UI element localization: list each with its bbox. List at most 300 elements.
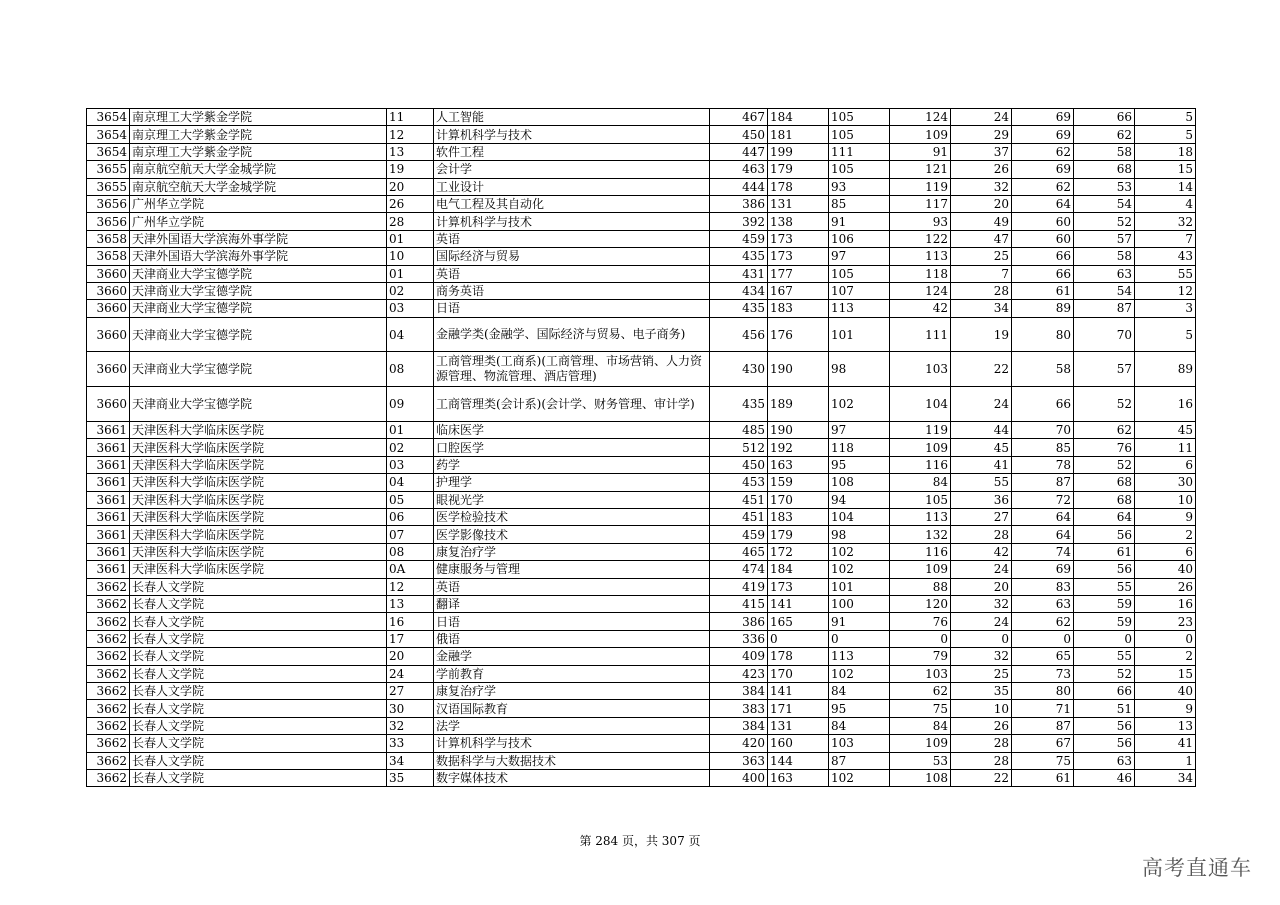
col-score-3-cell: 106 bbox=[829, 230, 890, 247]
col-score-7-cell: 58 bbox=[1074, 248, 1135, 265]
table-row bbox=[87, 213, 1196, 230]
col-score-6-cell: 72 bbox=[1012, 491, 1074, 508]
col-score-2-cell: 141 bbox=[768, 595, 829, 612]
major-name-cell: 软件工程 bbox=[434, 143, 710, 160]
major-code-cell: 19 bbox=[387, 161, 434, 178]
school-code-cell: 3661 bbox=[87, 422, 130, 439]
col-score-6-cell: 65 bbox=[1012, 648, 1074, 665]
school-name-cell: 长春人文学院 bbox=[130, 578, 387, 595]
major-code-cell: 12 bbox=[387, 126, 434, 143]
school-name-cell: 南京理工大学紫金学院 bbox=[130, 143, 387, 160]
col-score-1-cell: 423 bbox=[710, 665, 768, 682]
school-code-cell: 3658 bbox=[87, 248, 130, 265]
col-score-8-cell: 1 bbox=[1135, 752, 1196, 769]
school-name-cell: 天津医科大学临床医学院 bbox=[130, 561, 387, 578]
col-score-6-cell: 60 bbox=[1012, 213, 1074, 230]
col-score-3-cell: 91 bbox=[829, 213, 890, 230]
col-score-1-cell: 383 bbox=[710, 700, 768, 717]
major-name-cell: 计算机科学与技术 bbox=[434, 213, 710, 230]
col-score-7-cell: 0 bbox=[1074, 630, 1135, 647]
col-score-1-cell: 456 bbox=[710, 317, 768, 352]
col-score-1-cell: 451 bbox=[710, 509, 768, 526]
col-score-1-cell: 419 bbox=[710, 578, 768, 595]
col-score-6-cell: 60 bbox=[1012, 230, 1074, 247]
school-code-cell: 3661 bbox=[87, 526, 130, 543]
col-score-7-cell: 57 bbox=[1074, 352, 1135, 387]
col-score-2-cell: 160 bbox=[768, 735, 829, 752]
col-score-6-cell: 87 bbox=[1012, 474, 1074, 491]
col-score-7-cell: 52 bbox=[1074, 665, 1135, 682]
col-score-2-cell: 131 bbox=[768, 195, 829, 212]
col-score-2-cell: 189 bbox=[768, 387, 829, 422]
col-score-8-cell: 13 bbox=[1135, 717, 1196, 734]
col-score-6-cell: 78 bbox=[1012, 456, 1074, 473]
col-score-2-cell: 171 bbox=[768, 700, 829, 717]
major-code-cell: 0A bbox=[387, 561, 434, 578]
col-score-3-cell: 105 bbox=[829, 265, 890, 282]
col-score-4-cell: 88 bbox=[890, 578, 951, 595]
col-score-4-cell: 103 bbox=[890, 352, 951, 387]
major-code-cell: 04 bbox=[387, 317, 434, 352]
col-score-5-cell: 24 bbox=[951, 109, 1012, 126]
school-name-cell: 天津商业大学宝德学院 bbox=[130, 317, 387, 352]
major-name-cell: 工商管理类(工商系)(工商管理、市场营销、人力资源管理、物流管理、酒店管理) bbox=[434, 352, 710, 387]
col-score-8-cell: 9 bbox=[1135, 700, 1196, 717]
table-row bbox=[87, 665, 1196, 682]
major-name-cell: 数据科学与大数据技术 bbox=[434, 752, 710, 769]
col-score-5-cell: 42 bbox=[951, 543, 1012, 560]
col-score-1-cell: 430 bbox=[710, 352, 768, 387]
col-score-7-cell: 63 bbox=[1074, 752, 1135, 769]
col-score-8-cell: 5 bbox=[1135, 109, 1196, 126]
major-name-cell: 商务英语 bbox=[434, 282, 710, 299]
col-score-7-cell: 57 bbox=[1074, 230, 1135, 247]
col-score-8-cell: 5 bbox=[1135, 317, 1196, 352]
school-name-cell: 天津医科大学临床医学院 bbox=[130, 543, 387, 560]
col-score-3-cell: 102 bbox=[829, 665, 890, 682]
col-score-1-cell: 451 bbox=[710, 491, 768, 508]
major-code-cell: 01 bbox=[387, 230, 434, 247]
major-name-cell: 康复治疗学 bbox=[434, 682, 710, 699]
col-score-3-cell: 104 bbox=[829, 509, 890, 526]
col-score-7-cell: 87 bbox=[1074, 300, 1135, 317]
col-score-7-cell: 62 bbox=[1074, 126, 1135, 143]
school-code-cell: 3662 bbox=[87, 735, 130, 752]
col-score-3-cell: 0 bbox=[829, 630, 890, 647]
col-score-6-cell: 63 bbox=[1012, 595, 1074, 612]
school-name-cell: 天津商业大学宝德学院 bbox=[130, 300, 387, 317]
col-score-5-cell: 0 bbox=[951, 630, 1012, 647]
col-score-6-cell: 64 bbox=[1012, 195, 1074, 212]
table-row bbox=[87, 543, 1196, 560]
col-score-4-cell: 53 bbox=[890, 752, 951, 769]
major-name-cell: 康复治疗学 bbox=[434, 543, 710, 560]
col-score-2-cell: 190 bbox=[768, 422, 829, 439]
col-score-8-cell: 15 bbox=[1135, 665, 1196, 682]
col-score-8-cell: 41 bbox=[1135, 735, 1196, 752]
col-score-1-cell: 435 bbox=[710, 300, 768, 317]
major-code-cell: 12 bbox=[387, 578, 434, 595]
col-score-4-cell: 79 bbox=[890, 648, 951, 665]
col-score-3-cell: 91 bbox=[829, 613, 890, 630]
col-score-1-cell: 435 bbox=[710, 248, 768, 265]
col-score-5-cell: 26 bbox=[951, 717, 1012, 734]
col-score-8-cell: 3 bbox=[1135, 300, 1196, 317]
school-name-cell: 天津医科大学临床医学院 bbox=[130, 439, 387, 456]
col-score-3-cell: 101 bbox=[829, 317, 890, 352]
col-score-5-cell: 22 bbox=[951, 352, 1012, 387]
col-score-5-cell: 32 bbox=[951, 595, 1012, 612]
col-score-1-cell: 386 bbox=[710, 613, 768, 630]
col-score-6-cell: 61 bbox=[1012, 282, 1074, 299]
school-code-cell: 3660 bbox=[87, 352, 130, 387]
page-number: 第 284 页，共 307 页 bbox=[579, 834, 701, 848]
col-score-1-cell: 485 bbox=[710, 422, 768, 439]
col-score-8-cell: 14 bbox=[1135, 178, 1196, 195]
major-code-cell: 06 bbox=[387, 509, 434, 526]
major-name-cell: 翻译 bbox=[434, 595, 710, 612]
col-score-5-cell: 29 bbox=[951, 126, 1012, 143]
major-name-cell: 人工智能 bbox=[434, 109, 710, 126]
col-score-7-cell: 55 bbox=[1074, 648, 1135, 665]
col-score-6-cell: 85 bbox=[1012, 439, 1074, 456]
col-score-3-cell: 100 bbox=[829, 595, 890, 612]
school-name-cell: 天津外国语大学滨海外事学院 bbox=[130, 248, 387, 265]
col-score-2-cell: 131 bbox=[768, 717, 829, 734]
school-name-cell: 长春人文学院 bbox=[130, 595, 387, 612]
major-name-cell: 健康服务与管理 bbox=[434, 561, 710, 578]
major-name-cell: 金融学 bbox=[434, 648, 710, 665]
table-row bbox=[87, 248, 1196, 265]
col-score-5-cell: 26 bbox=[951, 161, 1012, 178]
major-code-cell: 33 bbox=[387, 735, 434, 752]
col-score-6-cell: 66 bbox=[1012, 387, 1074, 422]
school-name-cell: 天津医科大学临床医学院 bbox=[130, 526, 387, 543]
col-score-4-cell: 109 bbox=[890, 439, 951, 456]
col-score-6-cell: 80 bbox=[1012, 682, 1074, 699]
col-score-6-cell: 0 bbox=[1012, 630, 1074, 647]
school-code-cell: 3656 bbox=[87, 213, 130, 230]
col-score-6-cell: 67 bbox=[1012, 735, 1074, 752]
table-row bbox=[87, 143, 1196, 160]
table-row bbox=[87, 230, 1196, 247]
major-code-cell: 01 bbox=[387, 265, 434, 282]
col-score-8-cell: 40 bbox=[1135, 561, 1196, 578]
table-row bbox=[87, 595, 1196, 612]
col-score-5-cell: 47 bbox=[951, 230, 1012, 247]
col-score-1-cell: 363 bbox=[710, 752, 768, 769]
major-name-cell: 工业设计 bbox=[434, 178, 710, 195]
major-code-cell: 26 bbox=[387, 195, 434, 212]
col-score-2-cell: 159 bbox=[768, 474, 829, 491]
col-score-8-cell: 26 bbox=[1135, 578, 1196, 595]
col-score-3-cell: 102 bbox=[829, 543, 890, 560]
col-score-6-cell: 62 bbox=[1012, 178, 1074, 195]
col-score-3-cell: 105 bbox=[829, 109, 890, 126]
col-score-6-cell: 69 bbox=[1012, 561, 1074, 578]
col-score-3-cell: 118 bbox=[829, 439, 890, 456]
col-score-2-cell: 173 bbox=[768, 578, 829, 595]
col-score-7-cell: 68 bbox=[1074, 474, 1135, 491]
major-code-cell: 09 bbox=[387, 387, 434, 422]
col-score-5-cell: 24 bbox=[951, 387, 1012, 422]
col-score-2-cell: 183 bbox=[768, 509, 829, 526]
school-name-cell: 天津医科大学临床医学院 bbox=[130, 456, 387, 473]
major-code-cell: 08 bbox=[387, 352, 434, 387]
col-score-7-cell: 52 bbox=[1074, 456, 1135, 473]
col-score-2-cell: 163 bbox=[768, 769, 829, 786]
major-code-cell: 32 bbox=[387, 717, 434, 734]
col-score-4-cell: 111 bbox=[890, 317, 951, 352]
col-score-6-cell: 64 bbox=[1012, 526, 1074, 543]
col-score-3-cell: 94 bbox=[829, 491, 890, 508]
col-score-7-cell: 46 bbox=[1074, 769, 1135, 786]
table-row bbox=[87, 352, 1196, 387]
col-score-5-cell: 20 bbox=[951, 195, 1012, 212]
col-score-2-cell: 181 bbox=[768, 126, 829, 143]
col-score-7-cell: 53 bbox=[1074, 178, 1135, 195]
col-score-8-cell: 2 bbox=[1135, 648, 1196, 665]
col-score-3-cell: 105 bbox=[829, 161, 890, 178]
col-score-5-cell: 34 bbox=[951, 300, 1012, 317]
col-score-8-cell: 9 bbox=[1135, 509, 1196, 526]
col-score-1-cell: 459 bbox=[710, 526, 768, 543]
col-score-4-cell: 117 bbox=[890, 195, 951, 212]
col-score-8-cell: 34 bbox=[1135, 769, 1196, 786]
col-score-8-cell: 45 bbox=[1135, 422, 1196, 439]
school-name-cell: 天津医科大学临床医学院 bbox=[130, 422, 387, 439]
col-score-1-cell: 465 bbox=[710, 543, 768, 560]
col-score-3-cell: 101 bbox=[829, 578, 890, 595]
col-score-7-cell: 56 bbox=[1074, 561, 1135, 578]
col-score-1-cell: 450 bbox=[710, 456, 768, 473]
col-score-7-cell: 66 bbox=[1074, 682, 1135, 699]
col-score-4-cell: 103 bbox=[890, 665, 951, 682]
col-score-1-cell: 434 bbox=[710, 282, 768, 299]
major-name-cell: 计算机科学与技术 bbox=[434, 126, 710, 143]
col-score-5-cell: 55 bbox=[951, 474, 1012, 491]
col-score-7-cell: 61 bbox=[1074, 543, 1135, 560]
col-score-6-cell: 61 bbox=[1012, 769, 1074, 786]
col-score-4-cell: 116 bbox=[890, 456, 951, 473]
major-code-cell: 11 bbox=[387, 109, 434, 126]
major-name-cell: 会计学 bbox=[434, 161, 710, 178]
school-code-cell: 3660 bbox=[87, 265, 130, 282]
col-score-8-cell: 12 bbox=[1135, 282, 1196, 299]
col-score-3-cell: 102 bbox=[829, 769, 890, 786]
table-row bbox=[87, 613, 1196, 630]
table-row bbox=[87, 578, 1196, 595]
table-row bbox=[87, 161, 1196, 178]
col-score-8-cell: 4 bbox=[1135, 195, 1196, 212]
col-score-8-cell: 2 bbox=[1135, 526, 1196, 543]
col-score-2-cell: 179 bbox=[768, 526, 829, 543]
school-code-cell: 3662 bbox=[87, 578, 130, 595]
table-row bbox=[87, 717, 1196, 734]
col-score-7-cell: 68 bbox=[1074, 491, 1135, 508]
school-code-cell: 3662 bbox=[87, 613, 130, 630]
table-row bbox=[87, 282, 1196, 299]
major-name-cell: 学前教育 bbox=[434, 665, 710, 682]
major-name-cell: 眼视光学 bbox=[434, 491, 710, 508]
col-score-3-cell: 84 bbox=[829, 682, 890, 699]
col-score-5-cell: 28 bbox=[951, 735, 1012, 752]
col-score-8-cell: 6 bbox=[1135, 543, 1196, 560]
col-score-5-cell: 36 bbox=[951, 491, 1012, 508]
table-row bbox=[87, 735, 1196, 752]
col-score-7-cell: 63 bbox=[1074, 265, 1135, 282]
school-code-cell: 3655 bbox=[87, 161, 130, 178]
major-code-cell: 10 bbox=[387, 248, 434, 265]
table-row bbox=[87, 109, 1196, 126]
major-code-cell: 28 bbox=[387, 213, 434, 230]
major-code-cell: 35 bbox=[387, 769, 434, 786]
col-score-6-cell: 83 bbox=[1012, 578, 1074, 595]
major-code-cell: 08 bbox=[387, 543, 434, 560]
major-code-cell: 05 bbox=[387, 491, 434, 508]
major-name-cell: 药学 bbox=[434, 456, 710, 473]
table-row bbox=[87, 769, 1196, 786]
major-name-cell: 临床医学 bbox=[434, 422, 710, 439]
table-row bbox=[87, 317, 1196, 352]
col-score-3-cell: 97 bbox=[829, 422, 890, 439]
col-score-8-cell: 5 bbox=[1135, 126, 1196, 143]
col-score-3-cell: 113 bbox=[829, 648, 890, 665]
score-table-body bbox=[87, 109, 1196, 787]
col-score-8-cell: 40 bbox=[1135, 682, 1196, 699]
col-score-3-cell: 84 bbox=[829, 717, 890, 734]
major-code-cell: 27 bbox=[387, 682, 434, 699]
score-table bbox=[86, 108, 1196, 787]
col-score-4-cell: 122 bbox=[890, 230, 951, 247]
col-score-2-cell: 178 bbox=[768, 178, 829, 195]
school-name-cell: 长春人文学院 bbox=[130, 613, 387, 630]
col-score-3-cell: 95 bbox=[829, 456, 890, 473]
col-score-5-cell: 41 bbox=[951, 456, 1012, 473]
school-name-cell: 长春人文学院 bbox=[130, 735, 387, 752]
col-score-5-cell: 45 bbox=[951, 439, 1012, 456]
col-score-5-cell: 24 bbox=[951, 561, 1012, 578]
col-score-6-cell: 69 bbox=[1012, 161, 1074, 178]
school-code-cell: 3654 bbox=[87, 109, 130, 126]
major-name-cell: 英语 bbox=[434, 230, 710, 247]
col-score-5-cell: 19 bbox=[951, 317, 1012, 352]
major-name-cell: 金融学类(金融学、国际经济与贸易、电子商务) bbox=[434, 317, 710, 352]
major-name-cell: 俄语 bbox=[434, 630, 710, 647]
school-code-cell: 3654 bbox=[87, 143, 130, 160]
school-name-cell: 长春人文学院 bbox=[130, 717, 387, 734]
col-score-1-cell: 450 bbox=[710, 126, 768, 143]
school-name-cell: 南京航空航天大学金城学院 bbox=[130, 178, 387, 195]
major-code-cell: 02 bbox=[387, 439, 434, 456]
col-score-4-cell: 42 bbox=[890, 300, 951, 317]
col-score-1-cell: 467 bbox=[710, 109, 768, 126]
col-score-1-cell: 384 bbox=[710, 682, 768, 699]
col-score-2-cell: 167 bbox=[768, 282, 829, 299]
col-score-2-cell: 184 bbox=[768, 561, 829, 578]
col-score-1-cell: 392 bbox=[710, 213, 768, 230]
col-score-8-cell: 43 bbox=[1135, 248, 1196, 265]
major-name-cell: 护理学 bbox=[434, 474, 710, 491]
major-name-cell: 汉语国际教育 bbox=[434, 700, 710, 717]
school-code-cell: 3661 bbox=[87, 456, 130, 473]
col-score-4-cell: 124 bbox=[890, 109, 951, 126]
school-name-cell: 广州华立学院 bbox=[130, 195, 387, 212]
col-score-1-cell: 336 bbox=[710, 630, 768, 647]
col-score-1-cell: 400 bbox=[710, 769, 768, 786]
major-name-cell: 数字媒体技术 bbox=[434, 769, 710, 786]
col-score-7-cell: 64 bbox=[1074, 509, 1135, 526]
col-score-3-cell: 103 bbox=[829, 735, 890, 752]
major-code-cell: 01 bbox=[387, 422, 434, 439]
school-code-cell: 3661 bbox=[87, 439, 130, 456]
col-score-7-cell: 51 bbox=[1074, 700, 1135, 717]
col-score-3-cell: 105 bbox=[829, 126, 890, 143]
col-score-5-cell: 28 bbox=[951, 526, 1012, 543]
major-code-cell: 30 bbox=[387, 700, 434, 717]
school-code-cell: 3662 bbox=[87, 648, 130, 665]
col-score-2-cell: 173 bbox=[768, 230, 829, 247]
col-score-5-cell: 49 bbox=[951, 213, 1012, 230]
col-score-3-cell: 95 bbox=[829, 700, 890, 717]
table-row bbox=[87, 439, 1196, 456]
col-score-1-cell: 474 bbox=[710, 561, 768, 578]
col-score-4-cell: 113 bbox=[890, 248, 951, 265]
school-name-cell: 天津商业大学宝德学院 bbox=[130, 387, 387, 422]
school-code-cell: 3661 bbox=[87, 543, 130, 560]
col-score-4-cell: 118 bbox=[890, 265, 951, 282]
col-score-6-cell: 69 bbox=[1012, 126, 1074, 143]
col-score-8-cell: 15 bbox=[1135, 161, 1196, 178]
col-score-6-cell: 70 bbox=[1012, 422, 1074, 439]
major-name-cell: 日语 bbox=[434, 613, 710, 630]
col-score-6-cell: 75 bbox=[1012, 752, 1074, 769]
col-score-4-cell: 93 bbox=[890, 213, 951, 230]
col-score-4-cell: 113 bbox=[890, 509, 951, 526]
table-row bbox=[87, 387, 1196, 422]
col-score-8-cell: 55 bbox=[1135, 265, 1196, 282]
col-score-7-cell: 52 bbox=[1074, 387, 1135, 422]
major-code-cell: 03 bbox=[387, 456, 434, 473]
col-score-7-cell: 54 bbox=[1074, 195, 1135, 212]
col-score-1-cell: 459 bbox=[710, 230, 768, 247]
col-score-2-cell: 183 bbox=[768, 300, 829, 317]
col-score-7-cell: 56 bbox=[1074, 717, 1135, 734]
col-score-4-cell: 109 bbox=[890, 561, 951, 578]
major-code-cell: 07 bbox=[387, 526, 434, 543]
col-score-5-cell: 28 bbox=[951, 282, 1012, 299]
col-score-8-cell: 0 bbox=[1135, 630, 1196, 647]
col-score-4-cell: 119 bbox=[890, 422, 951, 439]
col-score-8-cell: 30 bbox=[1135, 474, 1196, 491]
school-code-cell: 3658 bbox=[87, 230, 130, 247]
col-score-2-cell: 179 bbox=[768, 161, 829, 178]
major-code-cell: 13 bbox=[387, 143, 434, 160]
col-score-2-cell: 190 bbox=[768, 352, 829, 387]
col-score-3-cell: 85 bbox=[829, 195, 890, 212]
table-row bbox=[87, 300, 1196, 317]
col-score-4-cell: 121 bbox=[890, 161, 951, 178]
col-score-8-cell: 32 bbox=[1135, 213, 1196, 230]
school-name-cell: 长春人文学院 bbox=[130, 665, 387, 682]
col-score-4-cell: 62 bbox=[890, 682, 951, 699]
school-name-cell: 天津医科大学临床医学院 bbox=[130, 491, 387, 508]
col-score-2-cell: 0 bbox=[768, 630, 829, 647]
col-score-2-cell: 199 bbox=[768, 143, 829, 160]
col-score-3-cell: 111 bbox=[829, 143, 890, 160]
school-name-cell: 天津商业大学宝德学院 bbox=[130, 265, 387, 282]
table-row bbox=[87, 126, 1196, 143]
